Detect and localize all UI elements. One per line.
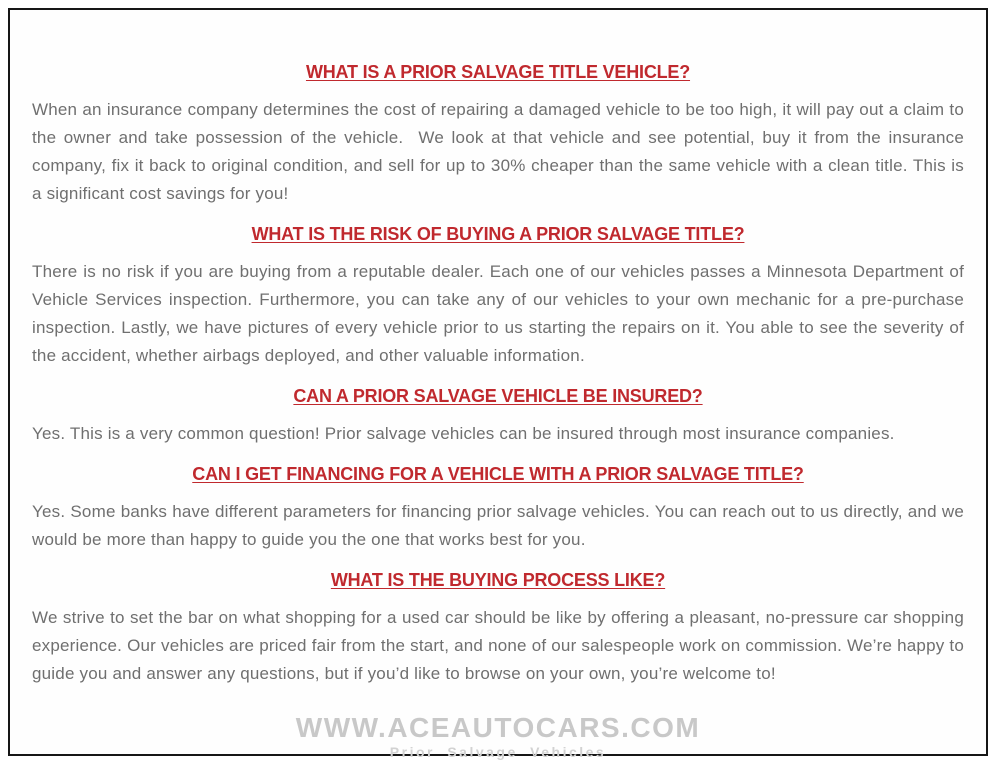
faq-heading: WHAT IS THE RISK OF BUYING A PRIOR SALVAGE TITLE? <box>251 224 745 244</box>
faq-section-financing <box>32 462 964 554</box>
faq-section-buying-process <box>32 568 964 688</box>
faq-heading: CAN I GET FINANCING FOR A VEHICLE WITH A PRIOR SALVAGE TITLE? <box>192 464 804 484</box>
faq-paragraph: We strive to set the bar on what shopping for a used car should be like by offering a pleasant, no-pressure car shopping experience. Our vehicles are priced fair from the start, and none of our salespeople work on commission. We’re happy to guide you and answer any questions, but if you’d like to browse on your own, you’re welcome to! <box>32 608 964 683</box>
faq-heading: WHAT IS A PRIOR SALVAGE TITLE VEHICLE? <box>305 62 691 82</box>
faq-heading: WHAT IS THE BUYING PROCESS LIKE? <box>330 570 666 590</box>
faq-paragraph: Yes. Some banks have different parameters for financing prior salvage vehicles. You can reach out to us directly, and we would be more than happy to guide you the one that works best for you. <box>32 502 964 549</box>
footer-watermark <box>32 712 964 760</box>
faq-section-can-be-insured <box>32 384 964 448</box>
faq-paragraph: Yes. This is a very common question! Prior salvage vehicles can be insured through most insurance companies. <box>32 424 895 443</box>
tagline-watermark: Prior Salvage Vehicles <box>389 744 607 760</box>
document-page <box>8 8 988 760</box>
faq-section-what-is-prior-salvage <box>32 60 964 208</box>
faq-section-risk-of-buying <box>32 222 964 370</box>
website-watermark: WWW.ACEAUTOCARS.COM <box>295 712 701 743</box>
faq-heading: CAN A PRIOR SALVAGE VEHICLE BE INSURED? <box>293 386 703 406</box>
faq-paragraph: There is no risk if you are buying from a reputable dealer. Each one of our vehicles passes a Minnesota Department of Vehicle Services inspection. Furthermore, you can take any of our vehicles to your own mechanic for a pre-purchase inspection. Lastly, we have pictures of every vehicle prior to us starting the repairs on it. You able to see the severity of the accident, whether airbags deployed, and other valuable information. <box>32 262 964 365</box>
faq-paragraph: When an insurance company determines the cost of repairing a damaged vehicle to be too high, it will pay out a claim to the owner and take possession of the vehicle. We look at that vehicle and see potential, buy it from the insurance company, fix it back to original condition, and sell for up to 30% cheaper than the same vehicle with a clean title. This is a significant cost savings for you! <box>32 100 964 203</box>
